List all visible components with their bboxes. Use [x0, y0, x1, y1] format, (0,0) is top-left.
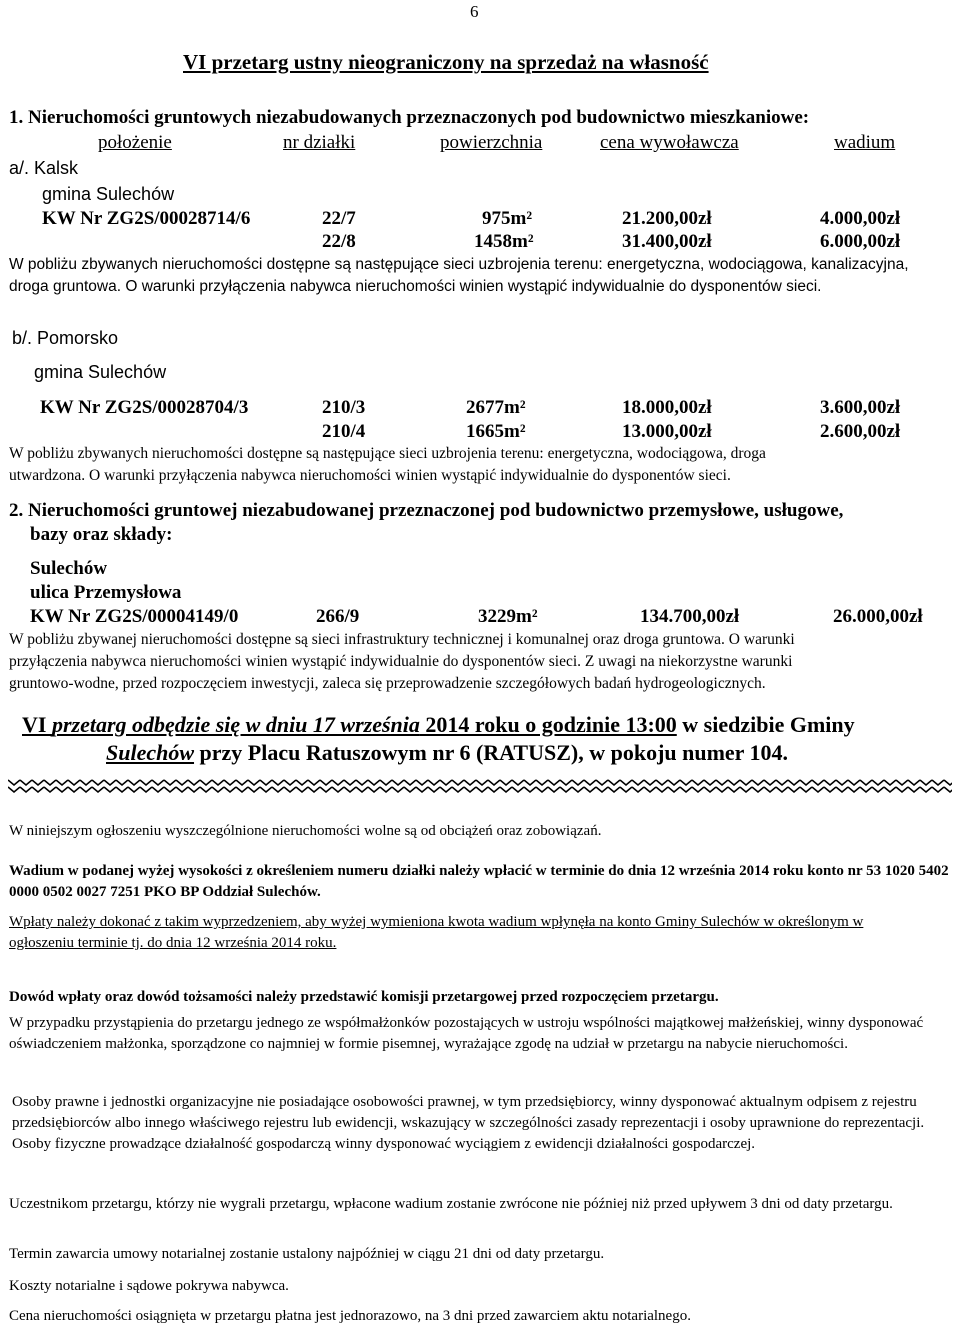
paragraph-legal-persons: Osoby prawne i jednostki organizacyjne nie posiadające osobowości prawnej, w tym przedsiębiorcy, winny dysponować aktualnym odpisem z rejestru przedsiębiorców albo innego właściwego rejestru lub ewidencji, wskazujący w szczególności zasady reprezentacji i osoby uprawnione do reprezentacji. Osoby fizyczne prowadzące działalność gospodarczą winny dysponować wyciągiem z ewidencji działalności gospodarczej.: [12, 1094, 925, 1152]
land-register-b: KW Nr ZG2S/00028704/3: [40, 397, 249, 418]
location-b-label: b/. Pomorsko: [12, 328, 119, 348]
announcement-time: 2014 roku o godzinie 13:00: [419, 712, 677, 737]
paragraph-notary-term: Termin zawarcia umowy notarialnej zostanie ustalony najpóźniej w ciągu 21 dni od daty przetargu.: [9, 1246, 605, 1262]
starting-price: 31.400,00zł: [622, 231, 712, 252]
utilities-note-2-line3: gruntowo-wodne, przed rozpoczęciem inwestycji, zaleca się przeprowadzenie szczegółowych badań hydrogeologicznych.: [9, 675, 766, 692]
paragraph-wadium: Wadium w podanej wyżej wysokości z określeniem numeru działki należy wpłacić w terminie do dnia 12 września 2014 roku konto nr 53 1020 5402 0000 0502 0027 7251 PKO BP Oddział Sulechów.: [9, 863, 949, 900]
announcement-town: Sulechów: [106, 740, 195, 765]
paragraph-spouse: W przypadku przystąpienia do przetargu jednego ze współmałżonków pozostających w ustroju wspólności majątkowej małżeńskiej, winny dysponować oświadczeniem małżonka, sporządzone co najmniej w formie pisemnej, wyrażające zgodę na udział w przetargu na nabycie nieruchomości.: [9, 1015, 924, 1052]
starting-price: 18.000,00zł: [622, 397, 712, 418]
deposit-amount: 26.000,00zł: [833, 606, 923, 627]
announcement-date: przetarg odbędzie się w dniu 17 września: [51, 712, 420, 737]
gmina-a: gmina Sulechów: [42, 184, 175, 204]
parcel-number: 22/7: [322, 208, 356, 229]
announcement-roman: VI: [22, 712, 52, 737]
column-deposit: wadium: [834, 132, 896, 153]
parcel-number: 266/9: [316, 606, 360, 627]
parcel-number: 210/4: [322, 421, 366, 442]
column-price: cena wywoławcza: [600, 132, 739, 153]
parcel-area: 2677m²: [466, 397, 526, 418]
parcel-area: 1665m²: [466, 421, 526, 442]
paragraph-free-of-charges: W niniejszym ogłoszeniu wyszczególnione nieruchomości wolne są od obciążeń oraz zobowiązań.: [9, 823, 602, 839]
land-register-2: KW Nr ZG2S/00004149/0: [30, 606, 239, 627]
page-number: 6: [470, 2, 479, 21]
announcement-line1: [22, 712, 855, 738]
announcement-room: przy Placu Ratuszowym nr 6 (RATUSZ), w pokoju numer 104.: [194, 740, 789, 765]
column-parcel: nr działki: [283, 132, 356, 153]
utilities-note-a-line2: droga gruntowa. O warunki przyłączenia nabywca nieruchomości winien wystąpić indywidualnie do dysponentów sieci.: [9, 278, 822, 295]
utilities-note-a-line1: W pobliżu zbywanych nieruchomości dostępne są następujące sieci uzbrojenia terenu: energetyczna, wodociągowa, kanalizacyjna,: [9, 256, 909, 273]
column-location: położenie: [98, 132, 172, 153]
starting-price: 134.700,00zł: [640, 606, 740, 627]
decorative-divider: [8, 778, 952, 794]
paragraph-refund: Uczestnikom przetargu, którzy nie wygrali przetargu, wpłacone wadium zostanie zwrócone nie później niż przed upływem 3 dni od daty przetargu.: [9, 1196, 893, 1212]
utilities-note-2-line2: przyłączenia nabywca nieruchomości winien wystąpić indywidualnie do dysponentów sieci. Z uwagi na niekorzystne warunki: [9, 653, 793, 670]
parcel-number: 210/3: [322, 397, 366, 418]
paragraph-payment-price: Cena nieruchomości osiągnięta w przetargu płatna jest jednorazowo, na 3 dni przed zawarciem aktu notarialnego.: [9, 1308, 691, 1324]
land-register-a: KW Nr ZG2S/00028714/6: [42, 208, 251, 229]
deposit-amount: 3.600,00zł: [820, 397, 901, 418]
parcel-area: 975m²: [482, 208, 533, 229]
utilities-note-b-line1: W pobliżu zbywanych nieruchomości dostępne są następujące sieci uzbrojenia terenu: energetyczna, wodociągowa, droga: [9, 445, 766, 462]
paragraph-proof: Dowód wpłaty oraz dowód tożsamości należy przedstawić komisji przetargowej przed rozpoczęciem przetargu.: [9, 989, 719, 1005]
parcel-number: 22/8: [322, 231, 356, 252]
section1-heading: 1. Nieruchomości gruntowych niezabudowanych przeznaczonych pod budownictwo mieszkaniowe:: [9, 107, 810, 128]
deposit-amount: 2.600,00zł: [820, 421, 901, 442]
section2-street: ulica Przemysłowa: [30, 582, 182, 603]
starting-price: 13.000,00zł: [622, 421, 712, 442]
announcement-venue: w siedzibie Gminy: [676, 712, 855, 737]
column-area: powierzchnia: [440, 132, 543, 153]
page-title: VI przetarg ustny nieograniczony na sprzedaż na własność: [183, 50, 709, 74]
paragraph-payment: Wpłaty należy dokonać z takim wyprzedzeniem, aby wyżej wymieniona kwota wadium wpłynęła na konto Gminy Sulechów w określonym w ogłoszeniu terminie tj. do dnia 12 września 2014 roku.: [9, 914, 864, 951]
deposit-amount: 6.000,00zł: [820, 231, 901, 252]
section2-heading-line1: 2. Nieruchomości gruntowej niezabudowanej przeznaczonej pod budownictwo przemysłowe, usługowe,: [9, 500, 844, 521]
starting-price: 21.200,00zł: [622, 208, 712, 229]
paragraph-costs: Koszty notarialne i sądowe pokrywa nabywca.: [9, 1278, 289, 1294]
parcel-area: 1458m²: [474, 231, 534, 252]
parcel-area: 3229m²: [478, 606, 538, 627]
section2-heading-line2: bazy oraz składy:: [30, 524, 173, 545]
gmina-b: gmina Sulechów: [34, 362, 167, 382]
announcement-line2: [106, 740, 788, 766]
utilities-note-2-line1: W pobliżu zbywanej nieruchomości dostępne są sieci infrastruktury technicznej i komunalnej oraz droga gruntowa. O warunki: [9, 631, 795, 648]
utilities-note-b-line2: utwardzona. O warunki przyłączenia nabywca nieruchomości winien wystąpić indywidualnie do dysponentów sieci.: [9, 467, 731, 484]
deposit-amount: 4.000,00zł: [820, 208, 901, 229]
section2-place: Sulechów: [30, 558, 108, 579]
location-a-label: a/. Kalsk: [9, 158, 79, 178]
